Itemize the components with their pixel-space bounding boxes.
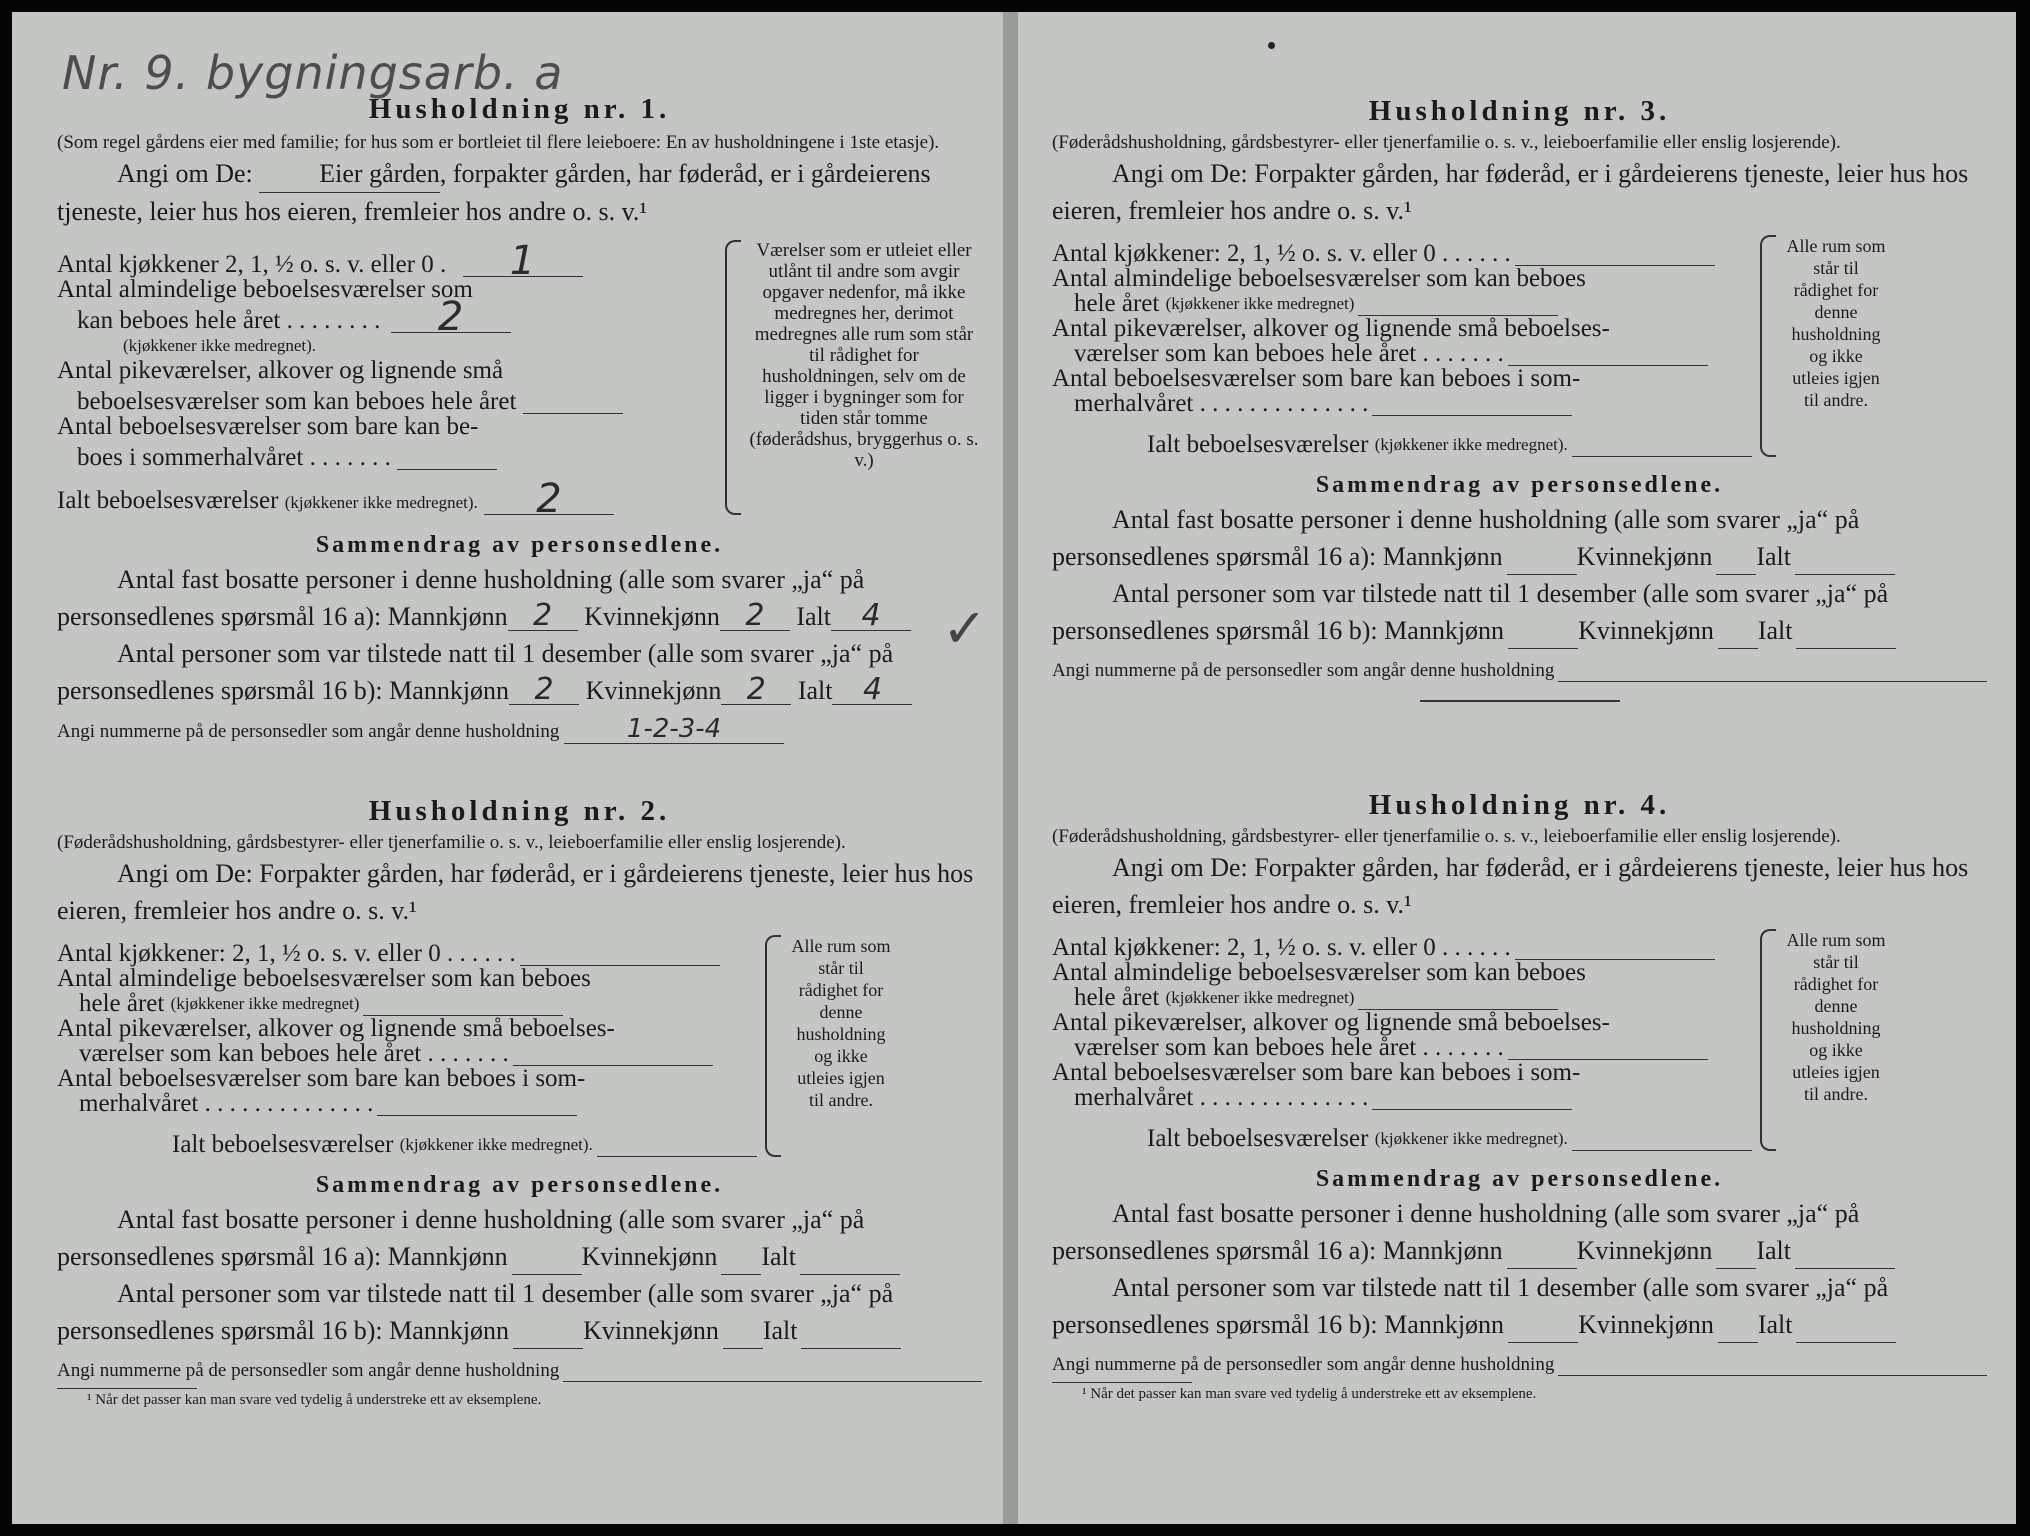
total-row	[172, 1132, 757, 1157]
female-label: Kvinnekjønn	[581, 1242, 718, 1271]
numbers-row	[57, 1357, 982, 1382]
kitchens-field[interactable]	[1515, 935, 1715, 960]
summer-label-2: boes i sommerhalvåret . . . . . . .	[77, 444, 391, 471]
summer-field[interactable]	[377, 1091, 577, 1116]
summer-label-1: Antal beboelsesværelser som bare kan beboes i som-	[1052, 365, 1581, 392]
female-label: Kvinnekjønn	[1578, 616, 1714, 645]
female-label: Kvinnekjønn	[1576, 1236, 1713, 1265]
check-mark-icon: ✓	[942, 597, 988, 660]
maid-row	[57, 1041, 757, 1066]
total-note: (kjøkkener ikke medregnet).	[1374, 435, 1568, 454]
household-4	[1052, 788, 1987, 1403]
household-2-title: Husholdning nr. 2.	[368, 795, 671, 827]
summer-label-2: merhalvåret . . . . . . . . . . . . . .	[1074, 1084, 1369, 1111]
q16a-text: Antal fast bosatte personer i denne husholdning (alle som svarer „ja“ på	[1112, 505, 1860, 534]
q16b-text: Antal personer som var tilstede natt til 1 desember (alle som svarer „ja“ på	[117, 639, 894, 668]
household-4-rooms	[1052, 929, 1987, 1151]
maid-label-2: beboelsesværelser som kan beboes hele året	[77, 388, 517, 415]
rooms-fields	[1052, 929, 1752, 1151]
household-4-question: Angi om De: Forpakter gården, har føderåd, er i gårdeierens tjeneste, leier hus hos eieren, fremleier hos andre o. s. v.¹	[1052, 853, 1969, 919]
ordinary-label-2: kan beboes hele året . . . . . . . .	[77, 307, 381, 334]
numbers-row	[1052, 657, 1987, 682]
numbers-field[interactable]	[1558, 1351, 1987, 1376]
brace	[1760, 235, 1776, 457]
question-prefix: Angi om De:	[117, 159, 253, 188]
numbers-label: Angi nummerne på de personsedler som angår denne husholdning	[1052, 660, 1555, 681]
maid-field[interactable]	[513, 1041, 713, 1066]
q16a-row	[1052, 1232, 1987, 1269]
rooms-fields	[57, 238, 717, 522]
ordinary-rooms-row	[57, 277, 717, 358]
household-1-title: Husholdning nr. 1.	[368, 93, 671, 125]
numbers-field[interactable]	[563, 1357, 982, 1382]
left-page	[12, 12, 1003, 1524]
b-total-value[interactable]: 4	[832, 676, 912, 705]
maid-label-1: Antal pikeværelser, alkover og lignende små beboelses-	[1052, 1009, 1610, 1036]
q16b-label: personsedlenes spørsmål 16 b):	[57, 1316, 383, 1345]
household-4-summary-title: Sammendrag av personsedlene.	[1315, 1166, 1724, 1192]
a-male-field[interactable]	[1507, 1244, 1577, 1269]
household-3-summary-title: Sammendrag av personsedlene.	[1315, 472, 1724, 498]
section-divider	[1420, 700, 1620, 702]
b-female-value[interactable]: 2	[721, 676, 791, 705]
kitchens-row	[57, 238, 717, 284]
household-4-title: Husholdning nr. 4.	[1368, 789, 1671, 821]
kitchens-label: Antal kjøkkener: 2, 1, ½ o. s. v. eller 0 . . . . . .	[1052, 240, 1511, 267]
q16b-text: Antal personer som var tilstede natt til 1 desember (alle som svarer „ja“ på	[1112, 1273, 1889, 1302]
female-label: Kvinnekjønn	[583, 1316, 719, 1345]
a-female-field[interactable]	[1716, 1244, 1756, 1269]
household-2-side-note: Alle rum som står til rådighet for denne husholdning og ikke utleies igjen til andre.	[791, 936, 891, 1110]
numbers-label: Angi nummerne på de personsedler som angår denne husholdning	[57, 1360, 560, 1381]
ordinary-label-1: Antal almindelige beboelsesværelser som	[57, 276, 473, 303]
a-male-field[interactable]	[512, 1250, 582, 1275]
ordinary-field[interactable]	[363, 991, 563, 1016]
q16a-label: personsedlenes spørsmål 16 a):	[57, 1242, 382, 1271]
household-1-note: (Som regel gårdens eier med familie; for hus som er bortleiet til flere leieboere: En av husholdningene i 1ste etasje).	[57, 132, 940, 153]
maid-field[interactable]	[1508, 1035, 1708, 1060]
a-total-value[interactable]: 4	[831, 602, 911, 631]
household-1-summary-title: Sammendrag av personsedlene.	[315, 532, 724, 558]
a-total-field[interactable]	[1795, 1244, 1895, 1269]
household-4-side-note: Alle rum som står til rådighet for denne husholdning og ikke utleies igjen til andre.	[1786, 930, 1886, 1104]
household-2-question: Angi om De: Forpakter gården, har føderåd, er i gårdeierens tjeneste, leier hus hos eieren, fremleier hos andre o. s. v.¹	[57, 859, 974, 925]
maid-label-2: værelser som kan beboes hele året . . . . . . .	[79, 1040, 509, 1067]
household-1	[57, 92, 982, 744]
b-male-field[interactable]	[1508, 1318, 1578, 1343]
q16a-label: personsedlenes spørsmål 16 a):	[1052, 542, 1377, 571]
numbers-field[interactable]	[1558, 657, 1987, 682]
maid-label-1: Antal pikeværelser, alkover og lignende små	[57, 357, 504, 384]
kitchens-label: Antal kjøkkener 2, 1, ½ o. s. v. eller 0 .	[57, 251, 447, 278]
total-short-label: Ialt	[1757, 1310, 1793, 1339]
total-note: (kjøkkener ikke medregnet).	[1374, 1129, 1568, 1148]
maid-label-1: Antal pikeværelser, alkover og lignende små beboelses-	[57, 1015, 615, 1042]
ordinary-value[interactable]: 2	[391, 302, 511, 333]
total-note: (kjøkkener ikke medregnet).	[284, 493, 478, 512]
ordinary-note: (kjøkkener ikke medregnet)	[170, 994, 360, 1013]
ordinary-note: (kjøkkener ikke medregnet)	[1165, 294, 1355, 313]
total-note: (kjøkkener ikke medregnet).	[399, 1135, 593, 1154]
male-label: Mannkjønn	[1384, 616, 1505, 645]
q16b-text: Antal personer som var tilstede natt til 1 desember (alle som svarer „ja“ på	[1112, 579, 1889, 608]
kitchens-row	[1052, 935, 1752, 960]
total-short-label: Ialt	[797, 676, 833, 705]
a-female-field[interactable]	[721, 1250, 761, 1275]
male-label: Mannkjønn	[389, 1316, 510, 1345]
q16b-row	[57, 1312, 982, 1349]
b-male-value[interactable]: 2	[509, 676, 579, 705]
maid-row	[1052, 1035, 1752, 1060]
household-1-rooms	[57, 238, 982, 522]
a-female-value[interactable]: 2	[720, 602, 790, 631]
total-row	[1147, 1126, 1752, 1151]
q16a-label: personsedlenes spørsmål 16 a):	[1052, 1236, 1377, 1265]
kitchens-row	[1052, 241, 1752, 266]
ordinary-field[interactable]	[1358, 291, 1558, 316]
total-field[interactable]	[1572, 1126, 1752, 1151]
total-row	[1147, 432, 1752, 457]
household-2-summary-title: Sammendrag av personsedlene.	[315, 1172, 724, 1198]
female-label: Kvinnekjønn	[585, 676, 722, 705]
summer-label-1: Antal beboelsesværelser som bare kan beboes i som-	[57, 1065, 586, 1092]
maid-label-2: værelser som kan beboes hele året . . . . . . .	[1074, 340, 1504, 367]
q16a-text: Antal fast bosatte personer i denne husholdning (alle som svarer „ja“ på	[1112, 1199, 1860, 1228]
summer-label-2: merhalvåret . . . . . . . . . . . . . .	[79, 1090, 374, 1117]
summer-value[interactable]	[397, 439, 497, 470]
page-gutter	[1003, 12, 1018, 1524]
a-male-field[interactable]	[1507, 550, 1577, 575]
q16b-row	[1052, 612, 1987, 649]
summer-label-1: Antal beboelsesværelser som bare kan be-	[57, 413, 479, 440]
brace	[1760, 929, 1776, 1151]
total-field[interactable]	[1572, 432, 1752, 457]
maid-label-2: værelser som kan beboes hele året . . . . . . .	[1074, 1034, 1504, 1061]
q16b-row	[1052, 1306, 1987, 1343]
ordinary-label-1: Antal almindelige beboelsesværelser som kan beboes	[57, 965, 591, 992]
household-2	[57, 794, 982, 1409]
total-short-label: Ialt	[761, 1242, 797, 1271]
total-short-label: Ialt	[1757, 616, 1793, 645]
total-label: Ialt beboelsesværelser	[1147, 431, 1369, 458]
male-label: Mannkjønn	[1382, 542, 1503, 571]
right-page	[1018, 12, 2016, 1524]
kitchens-value[interactable]: 1	[463, 246, 583, 277]
female-label: Kvinnekjønn	[1576, 542, 1713, 571]
household-1-side-note: Værelser som er utleiet eller utlånt til andre som avgir opgaver nedenfor, må ikke medregnes her, derimot medregnes alle rum som står til rådighet for husholdningen, selv om de ligger i bygninger som for tiden står tomme (føderådshus, bryggerhus o. s. v.)	[749, 240, 979, 471]
b-male-field[interactable]	[513, 1324, 583, 1349]
b-female-field[interactable]	[1718, 1318, 1758, 1343]
ordinary-note: (kjøkkener ikke medregnet)	[1165, 988, 1355, 1007]
ordinary-label-2: hele året	[1074, 290, 1160, 317]
b-female-field[interactable]	[1718, 624, 1758, 649]
maid-rooms-row	[57, 358, 717, 414]
rooms-fields	[1052, 235, 1752, 457]
ink-dot	[1268, 42, 1275, 49]
kitchens-field[interactable]	[1515, 241, 1715, 266]
total-label: Ialt beboelsesværelser	[172, 1131, 394, 1158]
kitchens-field[interactable]	[520, 941, 720, 966]
footnote: ¹ Når det passer kan man svare ved tydelig å understreke ett av eksemplene.	[87, 1392, 542, 1408]
maid-field[interactable]	[1508, 341, 1708, 366]
rooms-fields	[57, 935, 757, 1157]
total-field[interactable]	[597, 1132, 757, 1157]
question-rest: , forpakter gården, har føderåd, er i gårdeierens tjeneste, leier hus hos eieren, fremleier hos andre o. s. v.¹	[57, 159, 931, 226]
summer-label-1: Antal beboelsesværelser som bare kan beboes i som-	[1052, 1059, 1581, 1086]
numbers-value[interactable]: 1-2-3-4	[564, 715, 784, 744]
b-total-field[interactable]	[1796, 1318, 1896, 1343]
summer-row	[57, 1091, 757, 1116]
a-female-field[interactable]	[1716, 550, 1756, 575]
ordinary-label-2: hele året	[79, 990, 165, 1017]
total-label: Ialt beboelsesværelser	[1147, 1125, 1369, 1152]
household-1-question	[57, 155, 982, 230]
b-total-field[interactable]	[1796, 624, 1896, 649]
total-rooms-row	[57, 476, 717, 522]
q16b-label: personsedlenes spørsmål 16 b):	[1052, 616, 1378, 645]
brace	[725, 240, 741, 515]
kitchens-row	[57, 941, 757, 966]
male-label: Mannkjønn	[389, 676, 510, 705]
ordinary-note: (kjøkkener ikke medregnet).	[123, 336, 317, 355]
summer-field[interactable]	[1372, 391, 1572, 416]
maid-label-1: Antal pikeværelser, alkover og lignende små beboelses-	[1052, 315, 1610, 342]
a-male-value[interactable]: 2	[508, 602, 578, 631]
male-label: Mannkjønn	[387, 602, 508, 631]
male-label: Mannkjønn	[387, 1242, 508, 1271]
total-short-label: Ialt	[1756, 1236, 1792, 1265]
total-value[interactable]: 2	[484, 484, 614, 515]
summer-row	[1052, 391, 1752, 416]
a-total-field[interactable]	[800, 1250, 900, 1275]
kitchens-label: Antal kjøkkener: 2, 1, ½ o. s. v. eller 0 . . . . . .	[1052, 934, 1511, 961]
numbers-label: Angi nummerne på de personsedler som angår denne husholdning	[57, 721, 560, 742]
male-label: Mannkjønn	[1384, 1310, 1505, 1339]
brace	[765, 935, 781, 1157]
ordinary-label-1: Antal almindelige beboelsesværelser som kan beboes	[1052, 959, 1586, 986]
q16a-text: Antal fast bosatte personer i denne husholdning (alle som svarer „ja“ på	[117, 565, 865, 594]
household-3-title: Husholdning nr. 3.	[1368, 95, 1671, 127]
ordinary-field[interactable]	[1358, 985, 1558, 1010]
household-2-note: (Føderådshusholdning, gårdsbestyrer- eller tjenerfamilie o. s. v., leieboerfamilie eller enslig losjerende).	[57, 832, 846, 853]
female-label: Kvinnekjønn	[1578, 1310, 1714, 1339]
household-2-rooms	[57, 935, 982, 1157]
summer-field[interactable]	[1372, 1085, 1572, 1110]
footnote: ¹ Når det passer kan man svare ved tydelig å understreke ett av eksemplene.	[1082, 1386, 1537, 1402]
summer-row	[1052, 1085, 1752, 1110]
female-label: Kvinnekjønn	[584, 602, 720, 631]
q16b-row	[57, 672, 982, 709]
a-total-field[interactable]	[1795, 550, 1895, 575]
ordinary-row	[1052, 291, 1752, 316]
q16a-row	[1052, 538, 1987, 575]
ordinary-label-1: Antal almindelige beboelsesværelser som kan beboes	[1052, 265, 1586, 292]
q16a-text: Antal fast bosatte personer i denne husholdning (alle som svarer „ja“ på	[117, 1205, 865, 1234]
owner-answer-underlined[interactable]: Eier gården	[259, 155, 440, 193]
ordinary-label-2: hele året	[1074, 984, 1160, 1011]
b-total-field[interactable]	[801, 1324, 901, 1349]
maid-row	[1052, 341, 1752, 366]
summer-label-2: merhalvåret . . . . . . . . . . . . . .	[1074, 390, 1369, 417]
maid-value[interactable]	[523, 383, 623, 414]
household-3-side-note: Alle rum som står til rådighet for denne husholdning og ikke utleies igjen til andre.	[1786, 236, 1886, 410]
numbers-row	[57, 715, 982, 744]
b-male-field[interactable]	[1508, 624, 1578, 649]
summer-rooms-row	[57, 414, 717, 470]
ordinary-row	[57, 991, 757, 1016]
ordinary-row	[1052, 985, 1752, 1010]
q16a-row	[57, 598, 982, 635]
household-3-question: Angi om De: Forpakter gården, har føderåd, er i gårdeierens tjeneste, leier hus hos eieren, fremleier hos andre o. s. v.¹	[1052, 159, 1969, 225]
household-3	[1052, 94, 1987, 702]
q16a-label: personsedlenes spørsmål 16 a):	[57, 602, 382, 631]
numbers-row	[1052, 1351, 1987, 1376]
kitchens-label: Antal kjøkkener: 2, 1, ½ o. s. v. eller 0 . . . . . .	[57, 940, 516, 967]
male-label: Mannkjønn	[1382, 1236, 1503, 1265]
numbers-label: Angi nummerne på de personsedler som angår denne husholdning	[1052, 1354, 1555, 1375]
total-short-label: Ialt	[796, 602, 832, 631]
q16b-label: personsedlenes spørsmål 16 b):	[57, 676, 383, 705]
b-female-field[interactable]	[723, 1324, 763, 1349]
household-3-note: (Føderådshusholdning, gårdsbestyrer- eller tjenerfamilie o. s. v., leieboerfamilie eller enslig losjerende).	[1052, 132, 1841, 153]
q16b-label: personsedlenes spørsmål 16 b):	[1052, 1310, 1378, 1339]
household-3-rooms	[1052, 235, 1987, 457]
q16a-row	[57, 1238, 982, 1275]
total-label: Ialt beboelsesværelser	[57, 487, 279, 514]
handwritten-note: Nr. 9. bygningsarb. a	[62, 46, 564, 100]
q16b-text: Antal personer som var tilstede natt til 1 desember (alle som svarer „ja“ på	[117, 1279, 894, 1308]
total-short-label: Ialt	[762, 1316, 798, 1345]
household-4-note: (Føderådshusholdning, gårdsbestyrer- eller tjenerfamilie o. s. v., leieboerfamilie eller enslig losjerende).	[1052, 826, 1841, 847]
total-short-label: Ialt	[1756, 542, 1792, 571]
